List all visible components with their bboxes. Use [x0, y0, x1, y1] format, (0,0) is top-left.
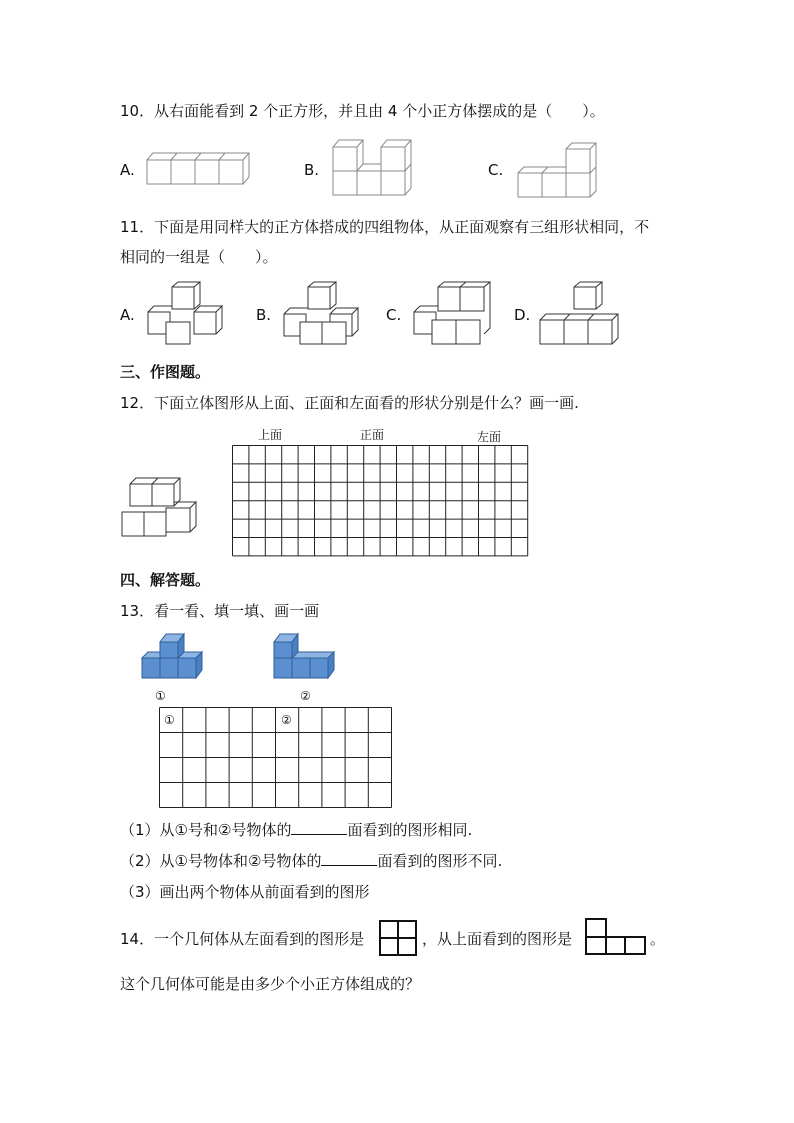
- q11-figure-a: [146, 284, 228, 346]
- q11-text-line1: 11．下面是用同样大的正方体搭成的四组物体，从正面观察有三组形状相同，不: [120, 218, 650, 236]
- q13-grid-label-1: ①: [164, 713, 175, 727]
- q11-option-c[interactable]: C.: [386, 306, 402, 324]
- q10-option-b[interactable]: B.: [304, 161, 320, 179]
- q14-text-b: ，从上面看到的图形是: [422, 930, 573, 948]
- q13-part-2: [120, 851, 502, 871]
- section-3-heading: 三、作图题。: [120, 363, 211, 381]
- q12-solid-figure: [120, 478, 206, 540]
- q10-figure-c: [517, 142, 597, 198]
- q13-grid-label-2: ②: [281, 713, 292, 727]
- q12-label-front: 正面: [360, 428, 385, 442]
- q13-part-3: （3）画出两个物体从前面看到的图形: [120, 883, 370, 901]
- q13-object-2-label: ②: [300, 689, 311, 703]
- q12-text: 12．下面立体图形从上面、正面和左面看的形状分别是什么？画一画.: [120, 394, 579, 412]
- q10-text: 10．从右面能看到 2 个正方形，并且由 4 个小正方体摆成的是（ ）。: [120, 102, 605, 120]
- q13-part-1-prefix: （1）从①号和②号物体的: [120, 821, 292, 839]
- q13-part-2-suffix: 面看到的图形不同.: [377, 852, 503, 870]
- q14-top-view-icon: [585, 918, 647, 956]
- q11-figure-b: [282, 284, 362, 346]
- q11-figure-c: [410, 284, 494, 346]
- q10-option-c[interactable]: C.: [488, 161, 504, 179]
- q13-part-1-blank[interactable]: [291, 820, 347, 835]
- q11-figure-d: [538, 284, 620, 346]
- q13-object-1-label: ①: [155, 689, 166, 703]
- q11-text-line2: 相同的一组是（ ）。: [120, 248, 278, 266]
- q12-drawing-grid[interactable]: [232, 445, 529, 557]
- q13-part-2-prefix: （2）从①号物体和②号物体的: [120, 852, 322, 870]
- q13-part-1: [120, 820, 472, 840]
- q14-text-line2: 这个几何体可能是由多少个小正方体组成的？: [120, 975, 421, 993]
- q14-text-a: 14．一个几何体从左面看到的图形是: [120, 930, 365, 948]
- q11-option-a[interactable]: A.: [120, 306, 135, 324]
- q12-label-left: 左面: [477, 430, 502, 444]
- q12-label-top: 上面: [258, 428, 283, 442]
- q13-drawing-grid[interactable]: [159, 707, 393, 808]
- q10-figure-a: [146, 152, 250, 186]
- q13-title: 13．看一看、填一填、画一画: [120, 602, 320, 620]
- q13-object-2: [272, 632, 336, 680]
- q13-part-1-suffix: 面看到的图形相同.: [347, 821, 473, 839]
- q11-option-b[interactable]: B.: [256, 306, 272, 324]
- q11-option-d[interactable]: D.: [514, 306, 531, 324]
- q13-part-2-blank[interactable]: [321, 851, 377, 866]
- q13-object-1: [140, 632, 204, 680]
- q10-figure-b: [332, 138, 412, 196]
- q10-option-a[interactable]: A.: [120, 161, 135, 179]
- q14-left-view-icon: [379, 920, 419, 958]
- section-4-heading: 四、解答题。: [120, 571, 211, 589]
- q14-text-c: 。: [650, 930, 666, 948]
